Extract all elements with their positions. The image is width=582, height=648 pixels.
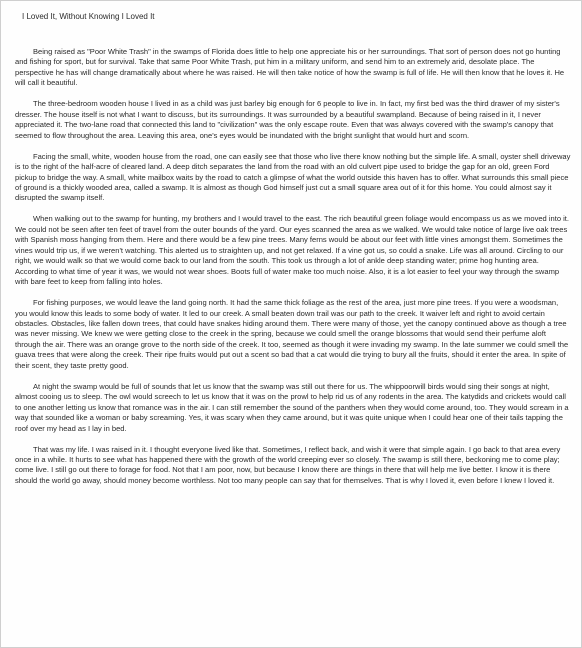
document-title: I Loved It, Without Knowing I Loved It	[22, 12, 155, 21]
paragraph-2: The three-bedroom wooden house I lived in as a child was just barley big enough for 6 people to live in. In fact, my first bed was the third drawer of my sister's dresser. The house itself is not what I want to discuss, but its surroundings. It was surrounded by a beautiful swampland. Because of being raised in it, I never appreciated it. The two-lane road that connected this land to "civilization" was the only escape route. Even that was always covered with the swamp's canopy that seemed to flow throughout the area. Leaving this area, one's eyes would be inundated with the bright sunlight that would hurt and scorn.	[15, 99, 560, 140]
document-body	[15, 47, 571, 486]
paragraph-1: Being raised as "Poor White Trash" in the swamps of Florida does little to help one appreciate his or her surroundings. That sort of person does not go hunting and fishing for sport, but for survival. Take that same Poor White Trash, put him in a military uniform, and send him to an extremely arid, desolate place. The perspective he has will change dramatically about where he was raised. He will then take notice of how the swamp is full of life. He will then know that he loves it. He will call it beautiful.	[15, 47, 565, 88]
document-content	[15, 11, 571, 486]
paragraph-3: Facing the small, white, wooden house from the road, one can easily see that those who live there know nothing but the simple life. A small, oyster shell driveway is to the right of the half-acre of cleared land. A deep ditch separates the land from the road with an old culvert pipe used to bridge the gap for an old, green Ford pickup to bridge the way. A small, white mailbox waits by the road to catch a glimpse of what the world outside this haven has to offer. What surrounds this small piece of ground is a thickly wooded area, called a swamp. It is almost as though God himself just cut a small square area out of it for this home. You could almost say it disrupted the swamp itself.	[15, 151, 571, 203]
paragraph-5: For fishing purposes, we would leave the land going north. It had the same thick foliage as the rest of the area, just more pine trees. If you were a woodsman, you would know this leads to some body of water. It led to our creek. A small beaten down trail was our path to the creek. It waiver left and right to avoid certain obstacles. Obstacles, like fallen down trees, that could have snakes hiding around them. There were many of those, yet the canopy continued above as though a tree was never missing. We knew we were getting close to the creek in the spring, because we could smell the orange blossoms that would send their perfume aloft through the air. There was an orange grove to the north side of the creek. It too, seemed as though it were invading my swamp. In the late summer we could smell the guava trees that were along the creek. Their ripe fruits would put out a scent so bad that a cat would die trying to bury all the fruits, should it enter the area. In spite of their scent, they taste pretty good.	[15, 298, 569, 370]
paragraph-6: At night the swamp would be full of sounds that let us know that the swamp was still out there for us. The whippoorwill birds would sing their songs at night, almost cooing us to sleep. The owl would screech to let us know that it was on the prowl to help rid us of any rodents in the area. The katydids and crickets would call to one another letting us know that romance was in the air. I can still remember the sound of the panthers when they would come around, too. They would scream in a way that sounded like a woman or baby screaming. Yes, it was scary when they came around, but it was quite unique when I could hear one of their tails tapping the roof over my head as I lay in bed.	[15, 381, 569, 433]
paragraph-4: When walking out to the swamp for hunting, my brothers and I would travel to the east. The rich beautiful green foliage would encompass us as we moved into it. We could not be seen after ten feet of travel from the outer bounds of the yard. Our eyes scanned the area as we walked. We would take notice of large live oak trees with Spanish moss hanging from them. Here and there would be a few pine trees. Many ferns would be about our feet with little vines amongst them. Sometimes the vines would trip us, if we weren't watching. This alerted us to straighten up, and not get relaxed. If a vine got us, so could a snake. Life was all around. Circling to our right, we would walk so that we would come back to our land from the south. This took us through a lot of ankle deep standing water; prime hog hunting area. According to what time of year it was, we would not wear shoes. Boots full of water make too much noise. Also, it is a lot easier to feel your way through the swamp with bare feet to keep from falling into holes.	[15, 214, 569, 287]
paragraph-7: That was my life. I was raised in it. I thought everyone lived like that. Sometimes, I reflect back, and wish it were that simple again. I go back to that area every once in a while. It hurts to see what has happened there with the growth of the world creeping ever so closely. The swamp is still there, beckoning me to come play; come live. I still go out there to forage for food. Not that I am poor, now, but because I know there are things in there that will help me live better. I know it is there should the world go away, should money become worthless. Not too many people can say that for themselves. That is why I loved it, even before I knew I loved it.	[15, 444, 561, 485]
